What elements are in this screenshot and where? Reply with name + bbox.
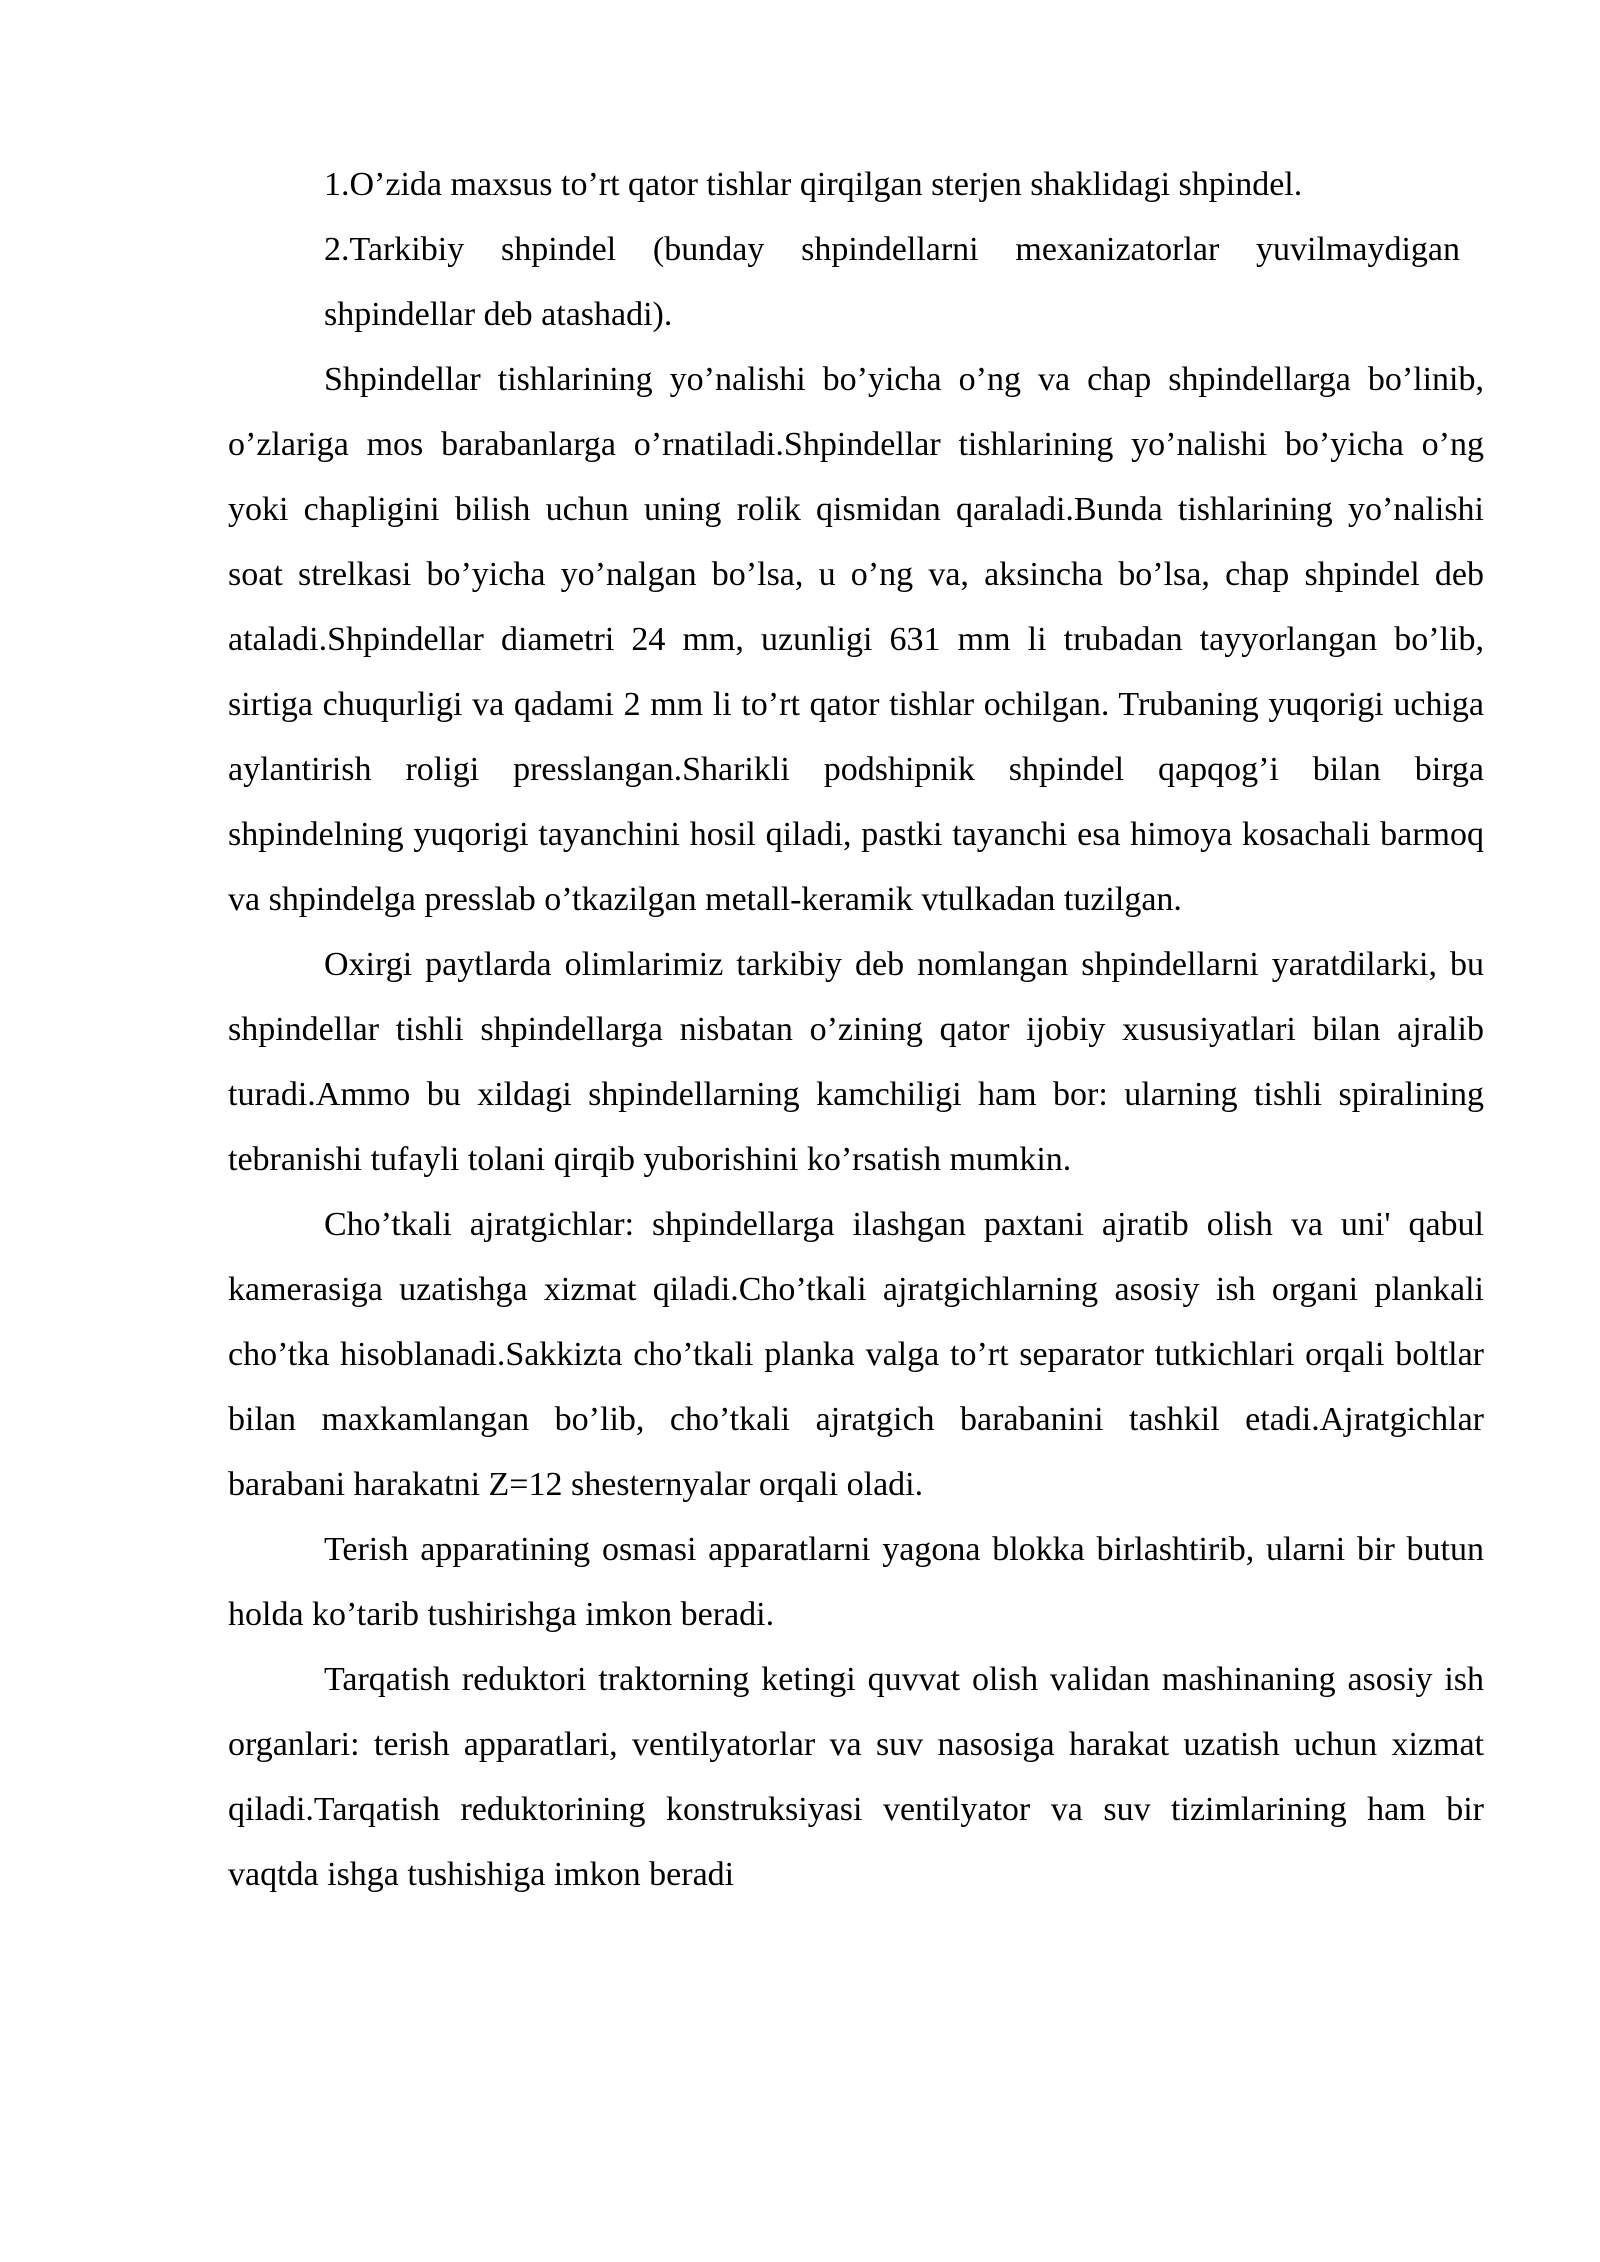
paragraph-terish-apparati-osmasi: Terish apparatining osmasi apparatlarni yagona blokka birlashtirib, ularni bir butun holda ko’tarib tushirishga imkon beradi.: [228, 1531, 1484, 1633]
paragraph-chotkali-ajratgichlar: Cho’tkali ajratgichlar: shpindellarga ilashgan paxtani ajratib olish va uni' qabul kamerasiga uzatishga xizmat qiladi.Cho’tkali ajratgichlarning asosiy ish organi plankali cho’tka hisoblanadi.Sakkizta cho’tkali planka valga to’rt separator tutkichlari orqali boltlar bilan maxkamlangan bo’lib, cho’tkali ajratgich barabanini tashkil etadi.Ajratgichlar barabani harakatni Z=12 shesternyalar orqali oladi.: [228, 1206, 1484, 1503]
list-item-2: 2.Tarkibiy shpindel (bunday shpindellarni mexanizatorlar yuvilmaydigan shpindellar deb atashadi).: [324, 231, 1460, 333]
document-body: [228, 152, 1484, 1907]
paragraph-shpindellar-tishlari: Shpindellar tishlarining yo’nalishi bo’yicha o’ng va chap shpindellarga bo’linib, o’zlariga mos barabanlarga o’rnatiladi.Shpindellar tishlarining yo’nalishi bo’yicha o’ng yoki chapligini bilish uchun uning rolik qismidan qaraladi.Bunda tishlarining yo’nalishi soat strelkasi bo’yicha yo’nalgan bo’lsa, u o’ng va, aksincha bo’lsa, chap shpindel deb ataladi.Shpindellar diametri 24 mm, uzunligi 631 mm li trubadan tayyorlangan bo’lib, sirtiga chuqurligi va qadami 2 mm li to’rt qator tishlar ochilgan. Trubaning yuqorigi uchiga aylantirish roligi presslangan.Sharikli podshipnik shpindel qapqog’i bilan birga shpindelning yuqorigi tayanchini hosil qiladi, pastki tayanchi esa himoya kosachali barmoq va shpindelga presslab o’tkazilgan metall-keramik vtulkadan tuzilgan.: [228, 361, 1484, 918]
paragraph-tarkibiy-shpindellar: Oxirgi paytlarda olimlarimiz tarkibiy deb nomlangan shpindellarni yaratdilarki, bu shpindellar tishli shpindellarga nisbatan o’zining qator ijobiy xususiyatlari bilan ajralib turadi.Ammo bu xildagi shpindellarning kamchiligi ham bor: ularning tishli spiralining tebranishi tufayli tolani qirqib yuborishini ko’rsatish mumkin.: [228, 946, 1484, 1178]
paragraph-tarqatish-reduktori: Tarqatish reduktori traktorning ketingi quvvat olish validan mashinaning asosiy ish organlari: terish apparatlari, ventilyatorlar va suv nasosiga harakat uzatish uchun xizmat qiladi.Tarqatish reduktorining konstruksiyasi ventilyator va suv tizimlarining ham bir vaqtda ishga tushishiga imkon beradi: [228, 1661, 1484, 1893]
list-item-1: 1.O’zida maxsus to’rt qator tishlar qirqilgan sterjen shaklidagi shpindel.: [324, 166, 1303, 203]
